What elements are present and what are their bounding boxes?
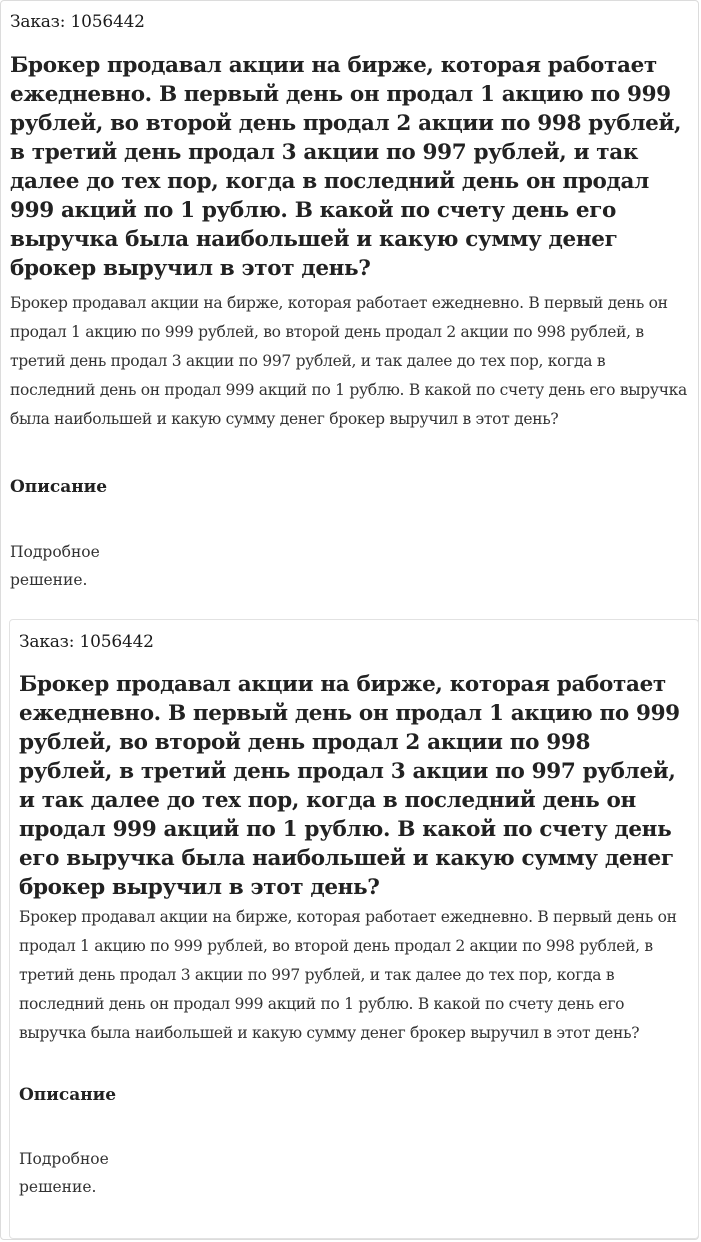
description-body: Подробное решение. [19,1150,109,1196]
description-body: Подробное решение. [10,543,100,589]
description-heading: Описание [10,477,108,497]
task-text: Брокер продавал акции на бирже, которая работает ежедневно. В первый день он продал 1 акцию по 999 рублей, во второй день продал 2 акции по 998 рублей, в третий день продал 3 акции по 997 рублей, и так далее до тех пор, когда в последний день он продал 999 акций по 1 рублю. В какой по счету день его выручка была наибольшей и какую сумму денег брокер выручил в этот день? [19,908,677,1042]
task-title: Брокер продавал акции на бирже, которая работает ежедневно. В первый день он продал 1 акцию по 999 рублей, во второй день продал 2 акции по 998 рублей, в третий день продал 3 акции по 997 рублей, и так далее до тех пор, когда в последний день он продал 999 акций по 1 рублю. В какой по счету день его выручка была наибольшей и какую сумму денег брокер выручил в этот день? [10,53,682,281]
order-card [9,619,699,1239]
task-text: Брокер продавал акции на бирже, которая работает ежедневно. В первый день он продал 1 акцию по 999 рублей, во второй день продал 2 акции по 998 рублей, в третий день продал 3 акции по 997 рублей, и так далее до тех пор, когда в последний день он продал 999 акций по 1 рублю. В какой по счету день его выручка была наибольшей и какую сумму денег брокер выручил в этот день? [10,294,687,428]
order-number: Заказ: 1056442 [19,632,154,652]
description-heading: Описание [19,1085,117,1105]
order-number: Заказ: 1056442 [10,12,145,32]
task-title: Брокер продавал акции на бирже, которая работает ежедневно. В первый день он продал 1 акцию по 999 рублей, во второй день продал 2 акции по 998 рублей, в третий день продал 3 акции по 997 рублей, и так далее до тех пор, когда в последний день он продал 999 акций по 1 рублю. В какой по счету день его выручка была наибольшей и какую сумму денег брокер выручил в этот день? [19,672,680,900]
